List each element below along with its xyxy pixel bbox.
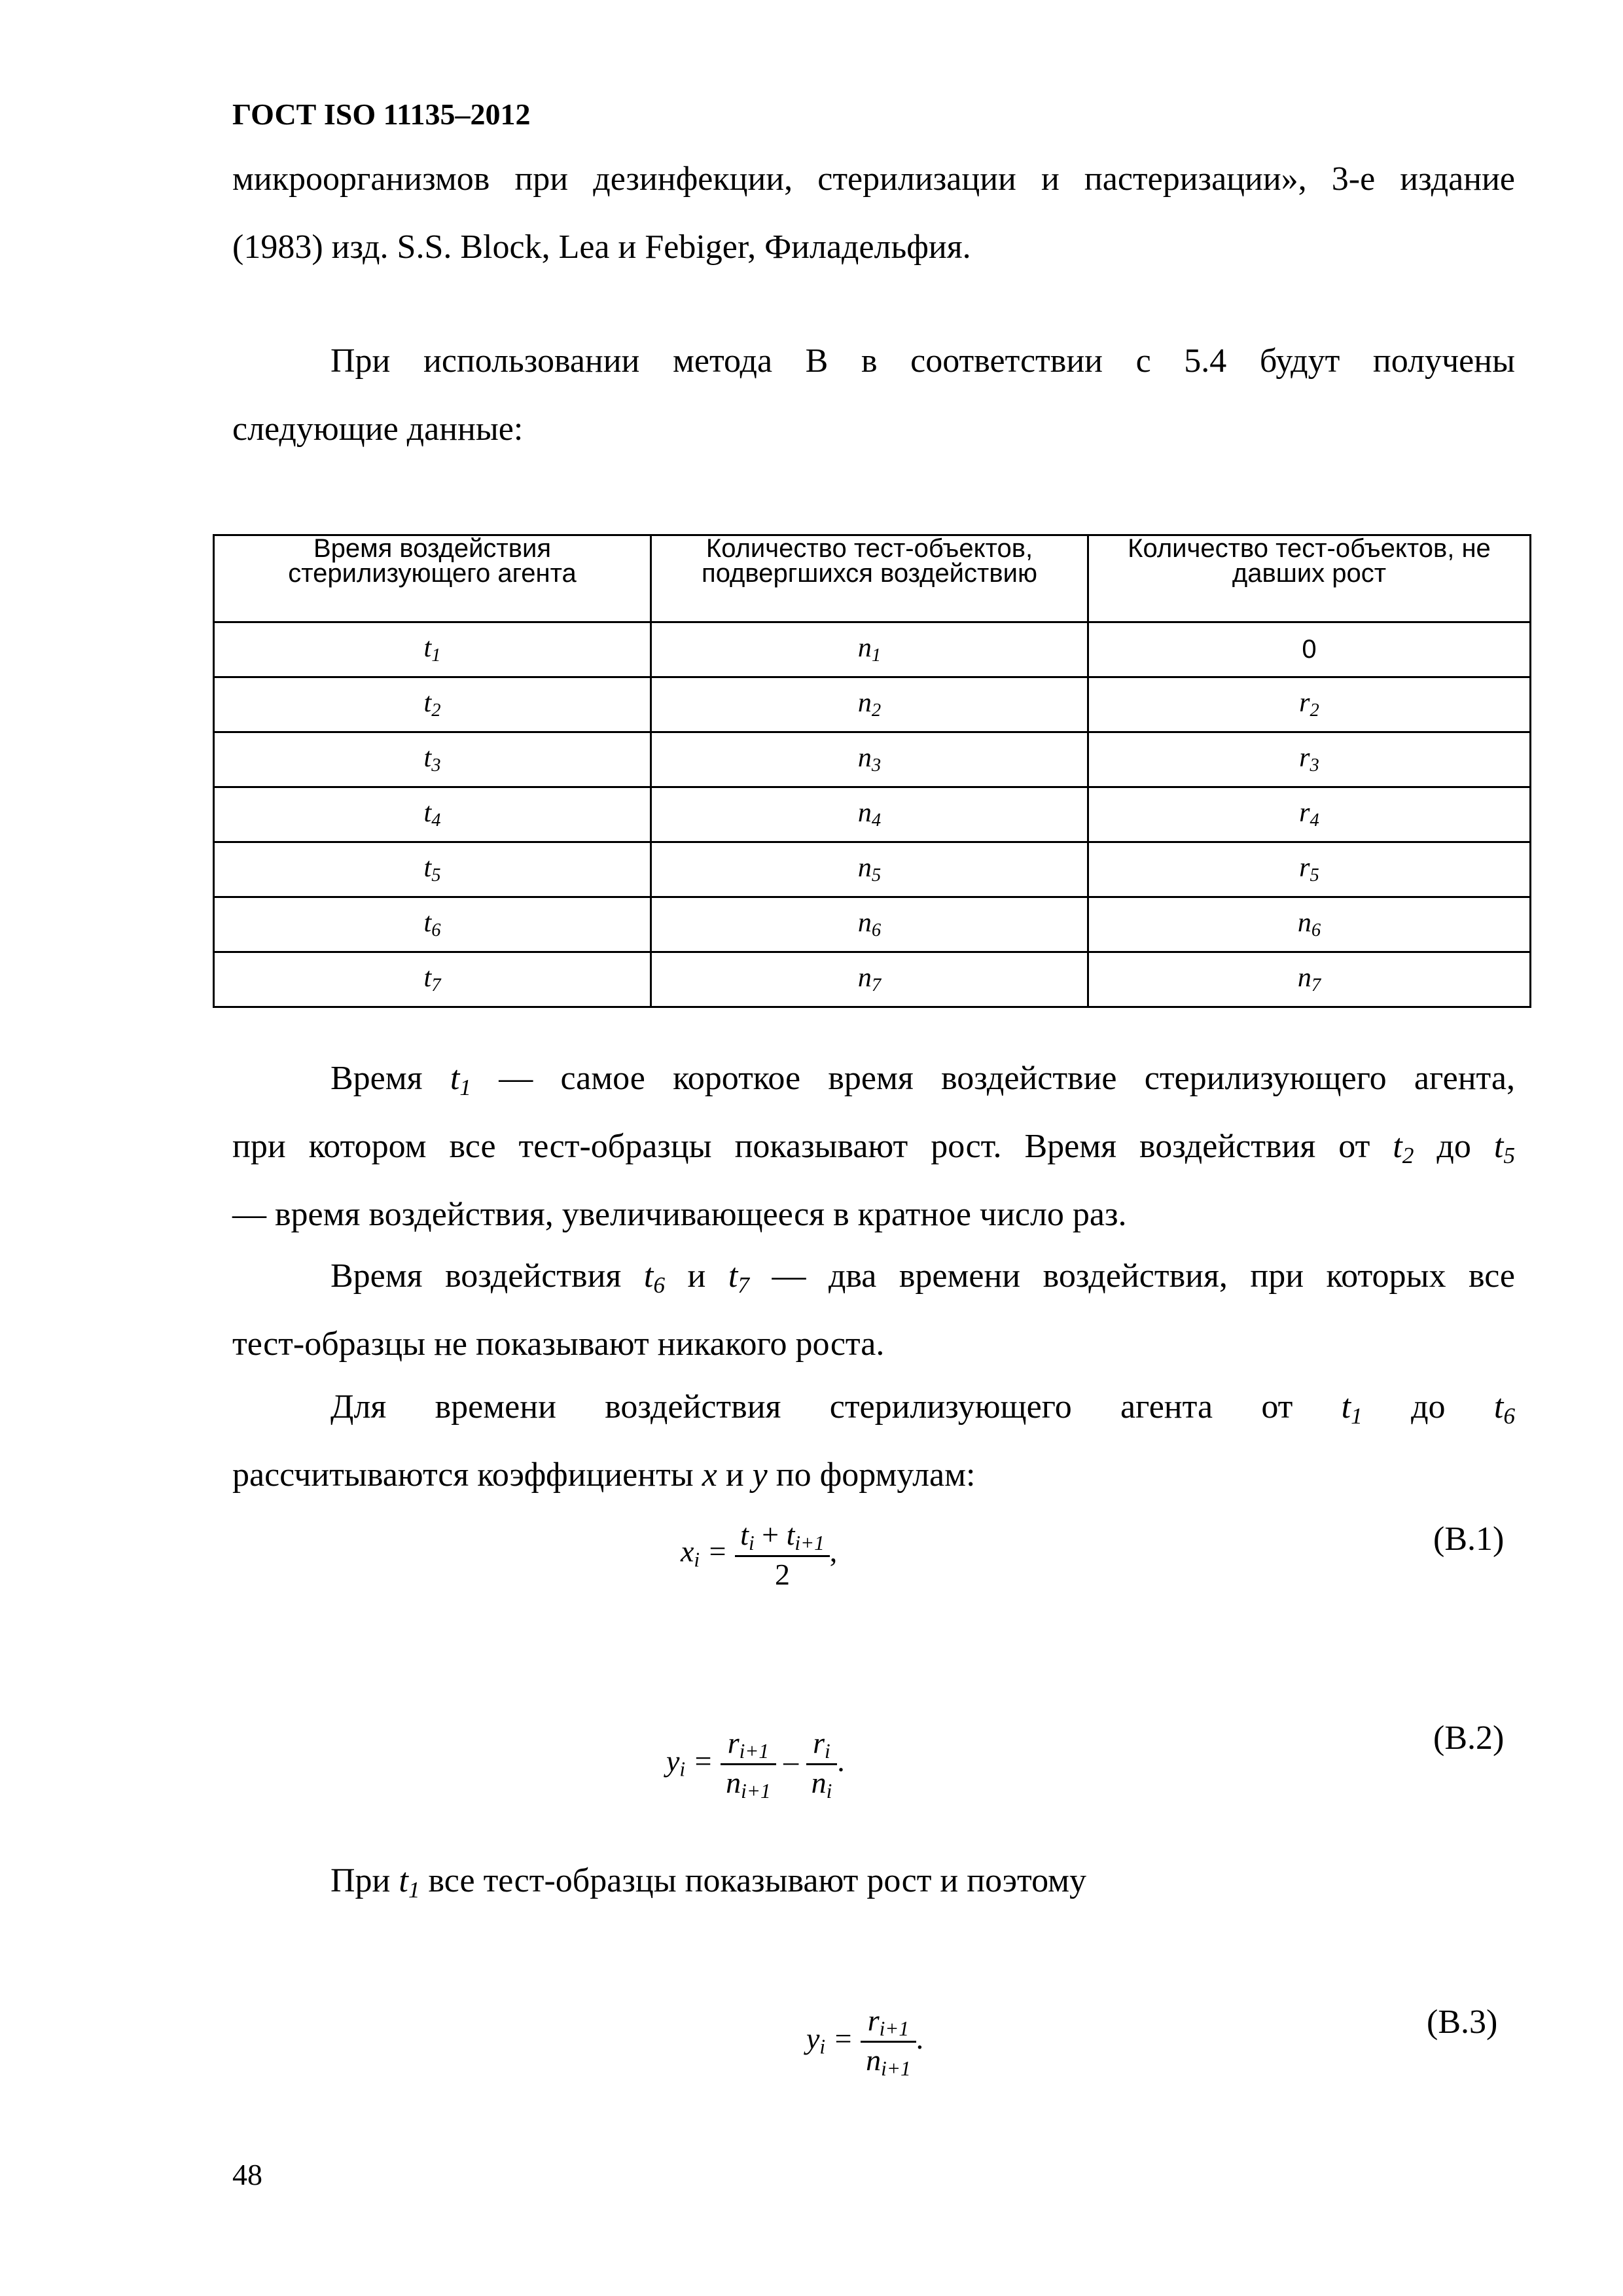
- paragraph-t6-t7: [232, 1242, 1515, 1378]
- paragraph-at-t1: [232, 1847, 1515, 1915]
- cell-exposed: $n_3$: [651, 732, 1088, 787]
- method-line-1: При использовании метода В в соответствии с 5.4 будут получены: [330, 342, 1515, 380]
- cell-no-growth: $n_6$: [1088, 897, 1531, 952]
- cell-exposed: $n_7$: [651, 952, 1088, 1007]
- table-row: [214, 677, 1531, 732]
- cell-exposed: $n_6$: [651, 897, 1088, 952]
- document-header: ГОСТ ISO 11135–2012: [232, 98, 531, 131]
- table-row: [214, 842, 1531, 897]
- fraction: $\frac{t_i + t_{i+1}}{2}$: [735, 1517, 830, 1592]
- intro-line-2: (1983) изд. S.S. Block, Lea и Febiger, Филадельфия.: [232, 228, 971, 266]
- cell-time: $t_7$: [214, 952, 651, 1007]
- equation-b2: $y_i$ = $\frac{r_{i+1}}{n_{i+1}}$ – $\frac{r_i}{n_i}$ .: [666, 1726, 845, 1803]
- exposure-data-table: [213, 534, 1531, 1008]
- page-number: 48: [232, 2158, 262, 2191]
- equation-label-b3: (В.3): [1427, 2003, 1498, 2041]
- p4-line-1: При $t_1$ все тест-образцы показывают рост и поэтому: [330, 1862, 1086, 1903]
- cell-exposed: $n_1$: [651, 622, 1088, 677]
- equation-b1: $x_i$ = $\frac{t_i + t_{i+1}}{2}$ ,: [681, 1518, 838, 1591]
- method-paragraph: [232, 327, 1515, 463]
- p3-line-2: рассчитываются коэффициенты x и y по формулам:: [232, 1456, 976, 1494]
- cell-time: $t_4$: [214, 787, 651, 842]
- cell-time: $t_3$: [214, 732, 651, 787]
- table-row: [214, 952, 1531, 1007]
- cell-no-growth: $r_4$: [1088, 787, 1531, 842]
- p1-line-2: при котором все тест-образцы показывают рост. Время воздействия от $t_2$ до $t_5$: [232, 1128, 1516, 1168]
- fraction: $\frac{r_{i+1}}{n_{i+1}}$: [861, 2003, 916, 2081]
- equation-b3: $y_i$ = $\frac{r_{i+1}}{n_{i+1}}$ .: [806, 2003, 924, 2080]
- fraction: $\frac{r_{i+1}}{n_{i+1}}$: [721, 1725, 776, 1803]
- column-header-no-growth-count: Количество тест-объектов, не давших рост: [1088, 535, 1531, 622]
- column-header-exposed-count: Количество тест-объектов, подвергшихся воздействию: [651, 535, 1088, 622]
- fraction: $\frac{r_i}{n_i}$: [806, 1725, 838, 1803]
- cell-no-growth: $r_5$: [1088, 842, 1531, 897]
- p2-line-1: Время воздействия $t_6$ и $t_7$ — два времени воздействия, при которых все: [330, 1257, 1516, 1298]
- cell-time: $t_1$: [214, 622, 651, 677]
- cell-no-growth: $r_3$: [1088, 732, 1531, 787]
- cell-no-growth: $r_2$: [1088, 677, 1531, 732]
- column-header-exposure-time: Время воздействия стерилизующего агента: [214, 535, 651, 622]
- p3-line-1: Для времени воздействия стерилизующего агента от $t_1$ до $t_6$: [330, 1388, 1515, 1429]
- cell-no-growth: $n_7$: [1088, 952, 1531, 1007]
- table-row: [214, 787, 1531, 842]
- paragraph-coefficients: [232, 1373, 1515, 1509]
- cell-time: $t_5$: [214, 842, 651, 897]
- cell-exposed: $n_2$: [651, 677, 1088, 732]
- cell-exposed: $n_4$: [651, 787, 1088, 842]
- method-line-2: следующие данные:: [232, 410, 524, 448]
- intro-paragraph: [232, 145, 1515, 281]
- paragraph-t1: [232, 1045, 1515, 1249]
- p1-line-3: — время воздействия, увеличивающееся в кратное число раз.: [232, 1196, 1127, 1233]
- cell-no-growth: 0: [1088, 622, 1531, 677]
- equation-label-b1: (В.1): [1433, 1520, 1505, 1558]
- table-header-row: [214, 535, 1531, 622]
- table-row: [214, 897, 1531, 952]
- equation-label-b2: (В.2): [1433, 1719, 1505, 1757]
- cell-time: $t_6$: [214, 897, 651, 952]
- p1-line-1: Время $t_1$ — самое короткое время воздействие стерилизующего агента,: [330, 1060, 1515, 1100]
- cell-exposed: $n_5$: [651, 842, 1088, 897]
- table-row: [214, 732, 1531, 787]
- cell-time: $t_2$: [214, 677, 651, 732]
- p2-line-2: тест-образцы не показывают никакого роста.: [232, 1325, 885, 1363]
- table-row: [214, 622, 1531, 677]
- intro-line-1: микроорганизмов при дезинфекции, стерилизации и пастеризации», 3-е издание: [232, 160, 1515, 198]
